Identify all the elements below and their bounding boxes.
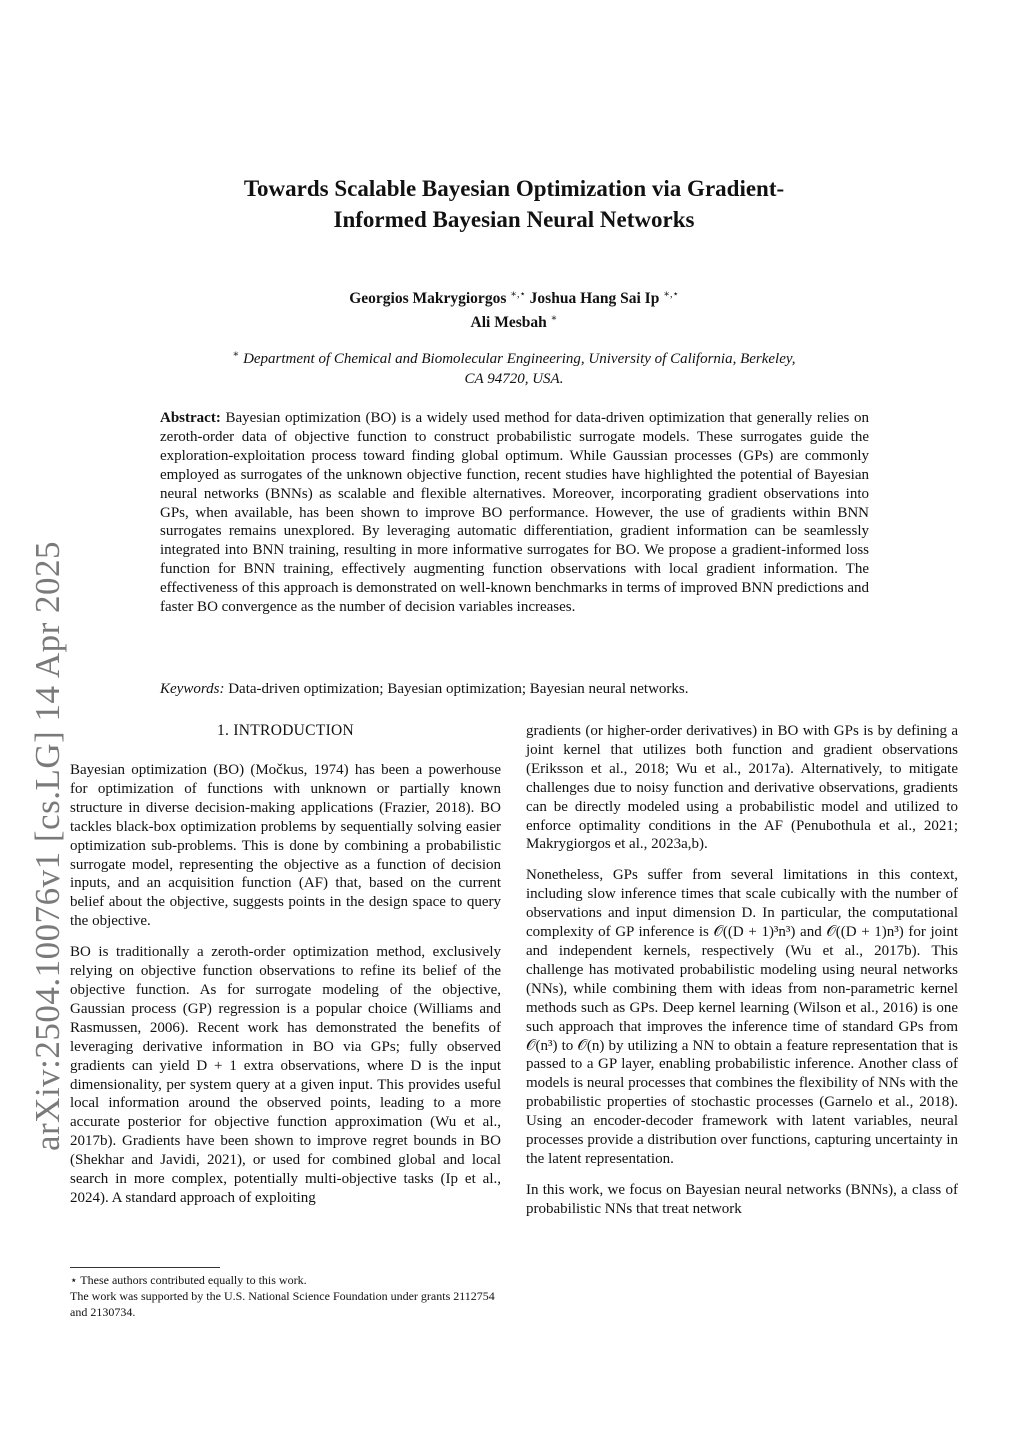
author-mark: ∗,⋆: [510, 289, 526, 300]
footnote-funding: The work was supported by the U.S. National Science Foundation under grants 2112754 and 2130734.: [70, 1289, 495, 1319]
keywords-text: Data-driven optimization; Bayesian optimization; Bayesian neural networks.: [228, 681, 689, 697]
paragraph: gradients (or higher-order derivatives) in BO with GPs is by defining a joint kernel that utilizes both function and gradient observations (Eriksson et al., 2018; Wu et al., 2017a). Alternatively, to mitigate challenges due to noisy function and derivative observations, gradients can be directly modeled using a probabilistic model and utilized to enforce optimality conditions in the AF (Penubothula et al., 2021; Makrygiorgos et al., 2023a,b).: [526, 723, 958, 853]
abstract-text: Bayesian optimization (BO) is a widely used method for data-driven optimization that generally relies on zeroth-order data of objective function to construct probabilistic surrogate models. These surrogates guide the exploration-exploitation process toward finding global optimum. While Gaussian processes (GPs) are commonly employed as surrogates of the unknown objective function, recent studies have highlighted the potential of Bayesian neural networks (BNNs) as scalable and flexible alternatives. Moreover, incorporating gradient observations into GPs, when available, has been shown to improve BO performance. However, the use of gradients within BNN surrogates remains unexplored. By leveraging automatic differentiation, gradient information can be seamlessly integrated into BNN training, resulting in more informative surrogates for BO. We propose a gradient-informed loss function for BNN training, effectively augmenting function observations with local gradient information. The effectiveness of this approach is demonstrated on well-known benchmarks in terms of improved BNN predictions and faster BO convergence as the number of decision variables increases.: [160, 410, 870, 616]
affiliation: [230, 345, 798, 389]
arxiv-identifier-stamp: arXiv:2504.10076v1 [cs.LG] 14 Apr 2025: [28, 540, 67, 1152]
paragraph: In this work, we focus on Bayesian neural networks (BNNs), a class of probabilistic NNs that treat network: [526, 1181, 958, 1217]
affiliation-mark: ∗: [232, 349, 240, 360]
paragraph: BO is traditionally a zeroth-order optimization method, exclusively relying on objective function observations to refine its belief of the objective function. As for surrogate modeling of the objective, Gaussian process (GP) regression is a popular choice (Williams and Rasmussen, 2006). Recent work has demonstrated the benefits of leveraging derivative information in BO via GPs; fully observed gradients can yield D + 1 extra observations, where D is the input dimensionality, per system query at a given input. This provides useful local information around the observed points, leading to a more accurate posterior for objective function approximation (Wu et al., 2017b). Gradients have been shown to improve regret bounds in BO (Shekhar and Javidi, 2021), or used for combined global and local search in more complex, potentially multi-objective tasks (Ip et al., 2024). A standard approach of exploiting: [70, 944, 501, 1206]
author-mark: ∗: [550, 313, 558, 325]
abstract: [160, 409, 869, 617]
paragraph: Nonetheless, GPs suffer from several limitations in this context, including slow inference times that scale cubically with the number of observations and input dimension D. In particular, the computational complexity of GP inference is 𝒪((D + 1)³n³) and 𝒪((D + 1)n³) for joint and independent kernels, respectively (Wu et al., 2017b). This challenge has motivated probabilistic modeling using neural networks (NNs), while combining them with ideas from non-parametric kernel methods such as GPs. Deep kernel learning (Wilson et al., 2016) is one such approach that improves the inference time of standard GPs from 𝒪(n³) to 𝒪(n) by utilizing a NN to obtain a feature representation that is passed to a GP layer, enabling probabilistic inference. Another class of models is neural processes that combines the flexibility of NNs with the probabilistic properties of stochastic processes (Garnelo et al., 2018). Using an encoder-decoder framework with latent variables, neural processes provide a distribution over functions, capturing uncertainty in the latent representation.: [526, 867, 958, 1167]
paper-title: Towards Scalable Bayesian Optimization via Gradient-Informed Bayesian Neural Networks: [243, 176, 785, 232]
left-column: [70, 761, 501, 1220]
section-heading-introduction: 1. INTRODUCTION: [216, 722, 355, 739]
footnotes: [70, 1272, 501, 1320]
author-ip: Joshua Hang Sai Ip: [529, 290, 660, 308]
keywords-label: Keywords:: [160, 681, 225, 697]
author-mark: ∗,⋆: [663, 289, 679, 300]
keywords: [160, 680, 869, 699]
paragraph: Bayesian optimization (BO) (Močkus, 1974) has been a powerhouse for optimization of functions with unknown or partially known structure in diverse decision-making applications (Frazier, 2018). BO tackles black-box optimization problems by sequentially solving easier optimization sub-problems. This is done by combining a probabilistic surrogate model, representing the objective as a function of decision inputs, and an acquisition function (AF) that, based on the current belief about the objective, suggests points in the design space to query the objective.: [70, 762, 501, 930]
right-column: [526, 722, 958, 1231]
author-mesbah: Ali Mesbah: [470, 314, 547, 332]
author-list: [240, 285, 788, 333]
affiliation-text: Department of Chemical and Biomolecular Engineering, University of California, Berkeley, CA 94720, USA.: [243, 351, 796, 387]
author-makrygiorgos: Georgios Makrygiorgos: [349, 290, 507, 308]
footnote-divider: [70, 1267, 220, 1268]
abstract-label: Abstract:: [160, 410, 221, 426]
footnote-equal-contribution: ⋆ These authors contributed equally to this work.: [70, 1273, 307, 1287]
